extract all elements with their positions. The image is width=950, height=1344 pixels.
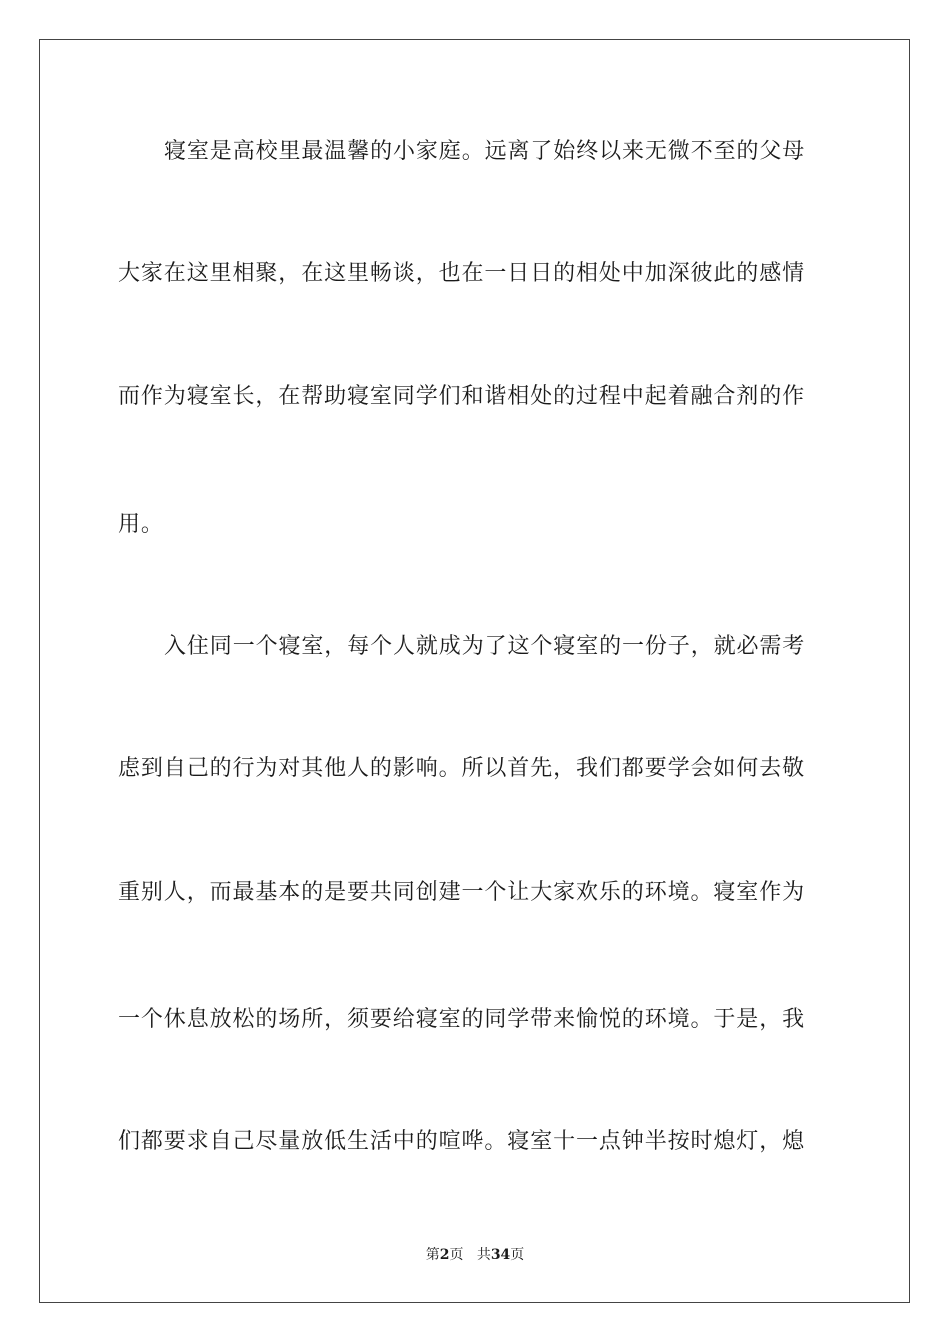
footer-page-suffix: 页 — [449, 1247, 464, 1263]
text-line-4: 用。 — [118, 512, 164, 537]
text-line-9: 们都要求自己尽量放低生活中的喧哗。寝室十一点钟半按时熄灯，熄 — [118, 1129, 806, 1154]
text-line-7: 重别人，而最基本的是要共同创建一个让大家欢乐的环境。寝室作为 — [118, 880, 806, 905]
text-line-5: 入住同一个寝室，每个人就成为了这个寝室的一份子，就必需考 — [164, 634, 806, 659]
page-footer — [0, 1246, 950, 1264]
page-border — [39, 39, 910, 1303]
footer-page-prefix: 第 — [425, 1247, 440, 1263]
text-line-6: 虑到自己的行为对其他人的影响。所以首先，我们都要学会如何去敬 — [118, 756, 806, 781]
text-line-2: 大家在这里相聚，在这里畅谈，也在一日日的相处中加深彼此的感情 — [118, 261, 806, 286]
footer-total-pages: 34 — [490, 1247, 511, 1263]
text-line-3: 而作为寝室长，在帮助寝室同学们和谐相处的过程中起着融合剂的作 — [118, 384, 806, 409]
text-line-1: 寝室是高校里最温馨的小家庭。远离了始终以来无微不至的父母 — [164, 139, 806, 164]
footer-page-number: 2 — [439, 1247, 450, 1263]
footer-total-suffix: 页 — [510, 1247, 525, 1263]
footer-total-prefix: 共 — [476, 1247, 491, 1263]
text-line-8: 一个休息放松的场所，须要给寝室的同学带来愉悦的环境。于是，我 — [118, 1007, 806, 1032]
